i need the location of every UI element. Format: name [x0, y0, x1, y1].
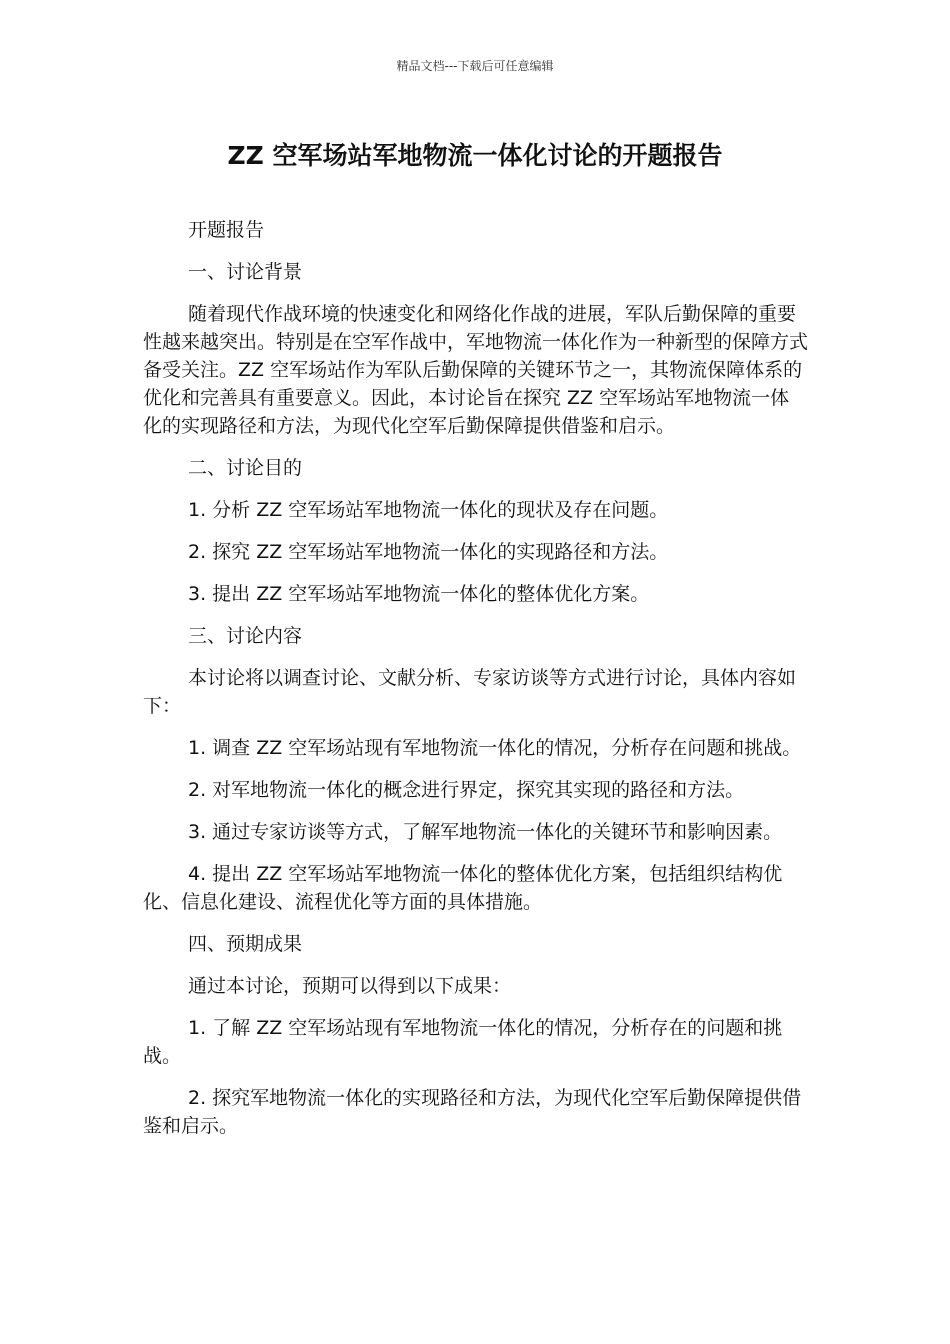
content-item-2: 2. 对军地物流一体化的概念进行界定，探究其实现的路径和方法。	[188, 779, 745, 801]
document-title: ZZ 空军场站军地物流一体化讨论的开题报告	[227, 141, 723, 170]
heading-content: 三、讨论内容	[188, 625, 303, 647]
paragraph-background: 随着现代作战环境的快速变化和网络化作战的进展，军队后勤保障的重要性越来越突出。特别是在空军作战中，军地物流一体化作为一种新型的保障方式备受关注。ZZ 空军场站作为军队后勤保障的关键环节之一，其物流保障体系的优化和完善具有重要意义。因此，本讨论旨在探究 ZZ 空军场站军地物流一体化的实现路径和方法，为现代化空军后勤保障提供借鉴和启示。	[143, 303, 809, 437]
heading-expected-results: 四、预期成果	[188, 933, 303, 955]
paragraph-report-label: 开题报告	[188, 219, 265, 241]
content-item-3: 3. 通过专家访谈等方式，了解军地物流一体化的关键环节和影响因素。	[188, 821, 783, 843]
paragraph-results-intro: 通过本讨论，预期可以得到以下成果：	[188, 975, 512, 997]
header-note: 精品文档---下载后可任意编辑	[396, 59, 554, 73]
purpose-item-3: 3. 提出 ZZ 空军场站军地物流一体化的整体优化方案。	[188, 583, 650, 605]
purpose-item-2: 2. 探究 ZZ 空军场站军地物流一体化的实现路径和方法。	[188, 541, 669, 563]
results-item-1: 1. 了解 ZZ 空军场站现有军地物流一体化的情况，分析存在的问题和挑战。	[143, 1017, 783, 1067]
purpose-item-1: 1. 分析 ZZ 空军场站军地物流一体化的现状及存在问题。	[188, 499, 669, 521]
results-item-2: 2. 探究军地物流一体化的实现路径和方法，为现代化空军后勤保障提供借鉴和启示。	[143, 1087, 802, 1137]
content-item-4: 4. 提出 ZZ 空军场站军地物流一体化的整体优化方案，包括组织结构优化、信息化建设、流程优化等方面的具体措施。	[143, 863, 783, 913]
heading-purpose: 二、讨论目的	[188, 457, 303, 479]
content-item-1: 1. 调查 ZZ 空军场站现有军地物流一体化的情况，分析存在问题和挑战。	[188, 737, 802, 759]
document-body	[143, 216, 808, 1154]
paragraph-content-intro: 本讨论将以调查讨论、文献分析、专家访谈等方式进行讨论，具体内容如下：	[143, 667, 797, 717]
heading-background: 一、讨论背景	[188, 261, 303, 283]
